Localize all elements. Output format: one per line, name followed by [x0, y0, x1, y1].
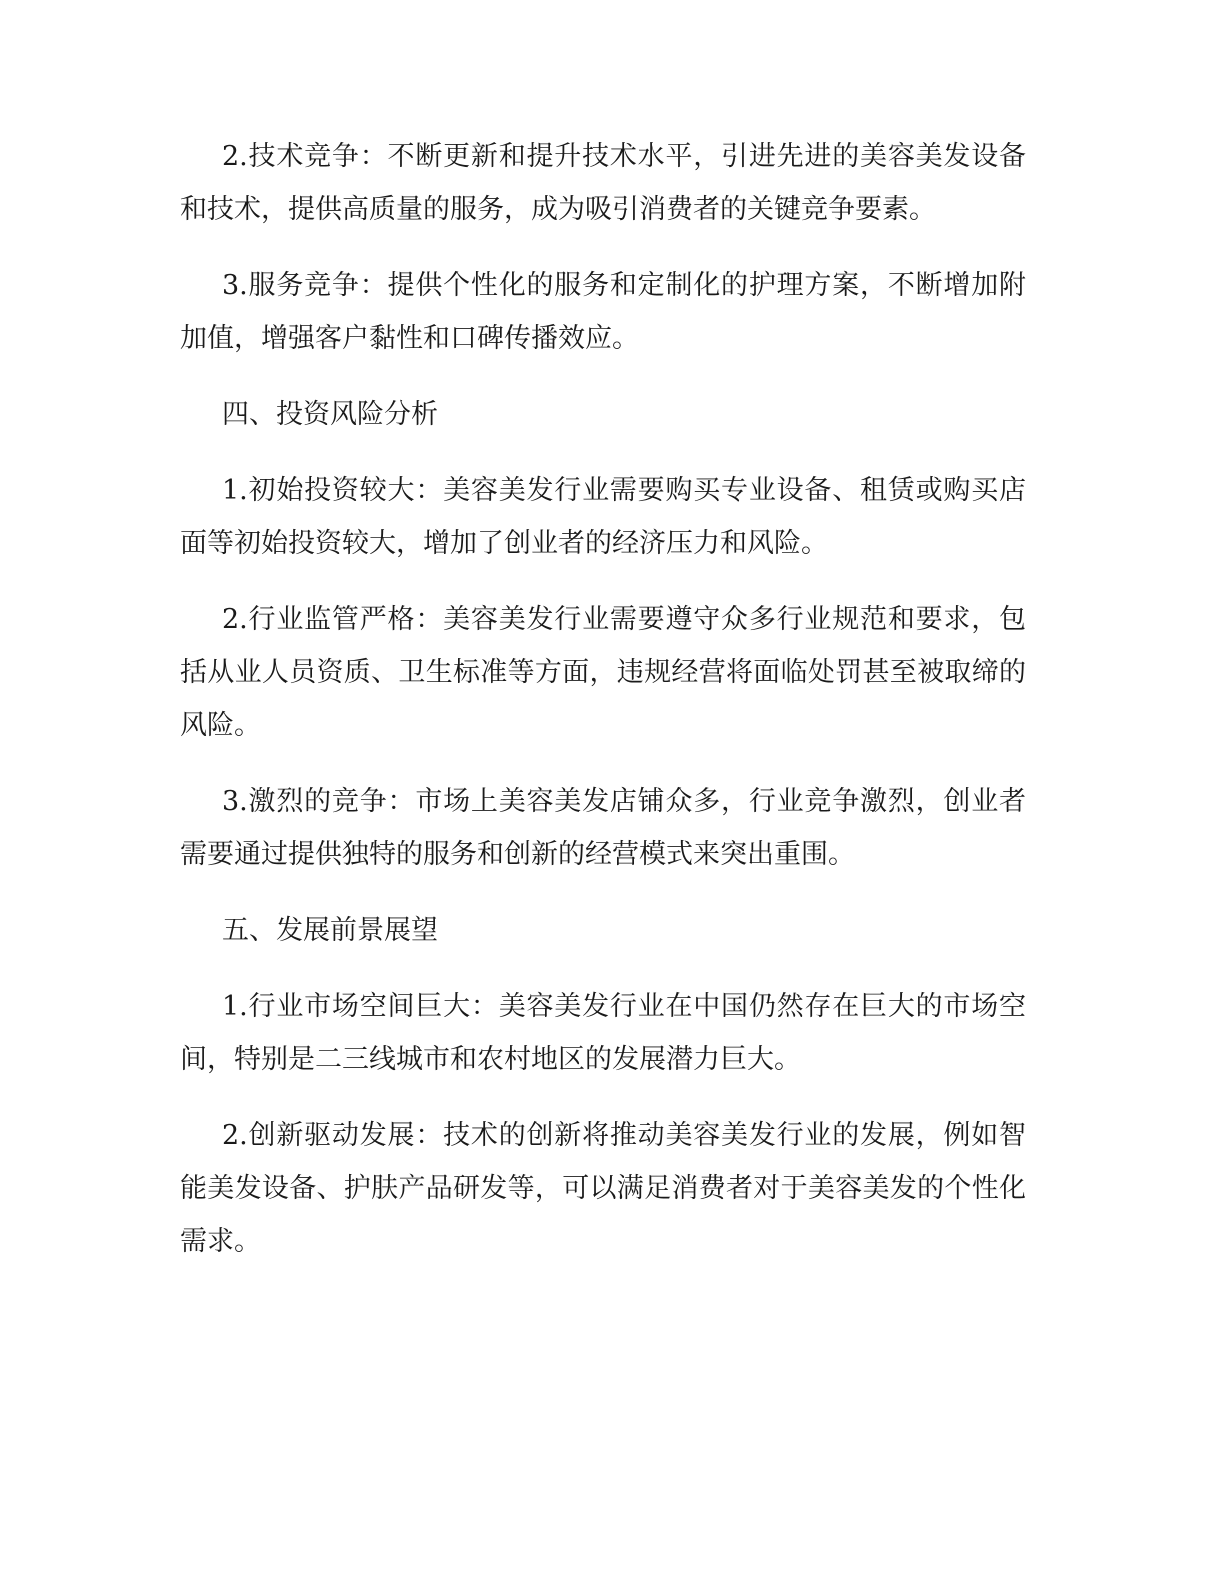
paragraph-innovation-driven: 2.创新驱动发展：技术的创新将推动美容美发行业的发展，例如智能美发设备、护肤产品研发等，可以满足消费者对于美容美发的个性化需求。: [180, 1120, 1026, 1257]
paragraph-industry-regulation: 2.行业监管严格：美容美发行业需要遵守众多行业规范和要求，包括从业人员资质、卫生标准等方面，违规经营将面临处罚甚至被取缔的风险。: [180, 604, 1026, 741]
paragraph-fierce-competition: 3.激烈的竞争：市场上美容美发店铺众多，行业竞争激烈，创业者需要通过提供独特的服务和创新的经营模式来突出重围。: [180, 786, 1026, 870]
section-heading-development-outlook: 五、发展前景展望: [222, 915, 438, 946]
paragraph-technology-competition: 2.技术竞争：不断更新和提升技术水平，引进先进的美容美发设备和技术，提供高质量的服务，成为吸引消费者的关键竞争要素。: [180, 141, 1026, 225]
paragraph-market-space: 1.行业市场空间巨大：美容美发行业在中国仍然存在巨大的市场空间，特别是二三线城市和农村地区的发展潜力巨大。: [180, 991, 1026, 1075]
paragraph-service-competition: 3.服务竞争：提供个性化的服务和定制化的护理方案，不断增加附加值，增强客户黏性和口碑传播效应。: [180, 270, 1026, 354]
paragraph-initial-investment: 1.初始投资较大：美容美发行业需要购买专业设备、租赁或购买店面等初始投资较大，增加了创业者的经济压力和风险。: [180, 475, 1026, 559]
document-body: [180, 130, 1026, 1291]
section-heading-investment-risk: 四、投资风险分析: [222, 399, 438, 430]
